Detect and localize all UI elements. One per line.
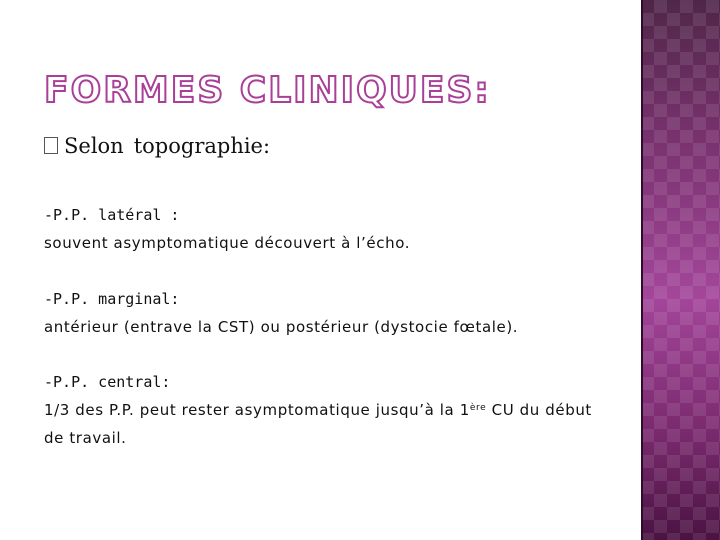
bullet-word-selon: Selon xyxy=(64,134,124,158)
text-pp-central-line-2: de travail. xyxy=(44,429,127,447)
text-pp-central-after: CU du début xyxy=(486,401,592,419)
slide-title: FORMES CLINIQUES: xyxy=(44,70,491,111)
bullet-line xyxy=(44,134,270,158)
heading-pp-central: -P.P. central: xyxy=(44,373,171,391)
bullet-word-topographie: topographie: xyxy=(133,134,271,158)
text-pp-lateral: souvent asymptomatique découvert à l’écho. xyxy=(44,234,411,252)
text-pp-central-superscript: ère xyxy=(469,403,487,413)
text-pp-central-before: 1/3 des P.P. peut rester asymptomatique jusqu’à la 1 xyxy=(44,401,470,419)
bullet-box-icon xyxy=(44,137,58,154)
heading-pp-lateral: -P.P. latéral : xyxy=(44,206,180,224)
decorative-side-band xyxy=(641,0,720,540)
heading-pp-marginal: -P.P. marginal: xyxy=(44,290,180,308)
text-pp-marginal: antérieur (entrave la CST) ou postérieur (dystocie fœtale). xyxy=(44,318,519,336)
text-pp-central-line-1 xyxy=(44,401,592,419)
side-band-edge xyxy=(641,0,643,540)
